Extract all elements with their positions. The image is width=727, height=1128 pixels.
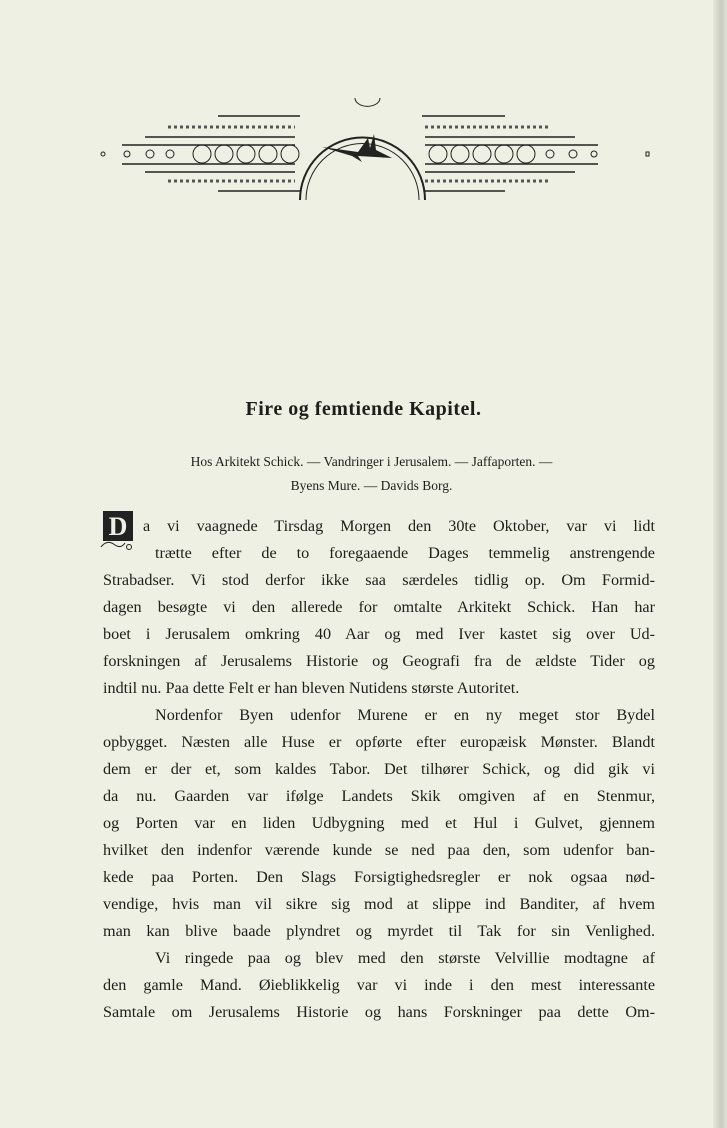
page-edge-shadow [713,0,727,1128]
chapter-header-ornament [100,80,660,220]
chapter-body-text [103,513,655,1026]
drop-cap-ornament [99,509,139,553]
text-line: Strabadser. Vi stod derfor ikke saa særdeles tidlig op. Om Formid- [103,571,655,589]
text-line: kede paa Porten. Den Slags Forsigtighedsregler er nok ogsaa nød- [103,868,655,886]
text-line: indtil nu. Paa dette Felt er han bleven Nutidens største Autoritet. [103,679,520,697]
text-line: Samtale om Jerusalems Historie og hans Forskninger paa dette Om- [103,1003,655,1021]
text-line: Nordenfor Byen udenfor Murene er en ny meget stor Bydel [155,706,655,724]
text-line: da nu. Gaarden var ifølge Landets Skik omgiven af en Stenmur, [103,787,655,805]
chapter-title: Fire og femtiende Kapitel. [245,398,482,420]
text-line: dem er der et, som kaldes Tabor. Det tilhører Schick, og did gik vi [103,760,655,778]
text-line: vendige, hvis man vil sikre sig mod at slippe ind Banditer, af hvem [103,895,655,913]
text-line: opbygget. Næsten alle Huse er opførte efter europæisk Mønster. Blandt [103,733,655,751]
text-line: trætte efter de to foregaaende Dages temmelig anstrengende [155,544,655,562]
swallow-icon [322,134,392,168]
text-line: og Porten var en liden Udbygning med et Hul i Gulvet, gjennem [103,814,655,832]
text-line: hvilket den indenfor værende kunde se ned paa den, som udenfor ban- [103,841,655,859]
text-line: Vi ringede paa og blev med den største Velvillie modtagne af [155,949,655,967]
chapter-summary-line: Hos Arkitekt Schick. — Vandringer i Jerusalem. — Jaffaporten. — [190,454,553,469]
text-line: den gamle Mand. Øieblikkelig var vi inde i den mest interessante [103,976,655,994]
text-line: forskningen af Jerusalems Historie og Geografi fra de ældste Tider og [103,652,655,670]
svg-text:D: D [108,512,128,541]
text-line: boet i Jerusalem omkring 40 Aar og med Iver kastet sig over Ud- [103,625,655,643]
text-line: a vi vaagnede Tirsdag Morgen den 30te Oktober, var vi lidt [143,517,655,535]
text-line: man kan blive baade plyndret og myrdet til Tak for sin Venlighed. [103,922,655,940]
text-line: dagen besøgte vi den allerede for omtalte Arkitekt Schick. Han har [103,598,655,616]
chapter-summary-line: Byens Mure. — Davids Borg. [290,478,453,493]
